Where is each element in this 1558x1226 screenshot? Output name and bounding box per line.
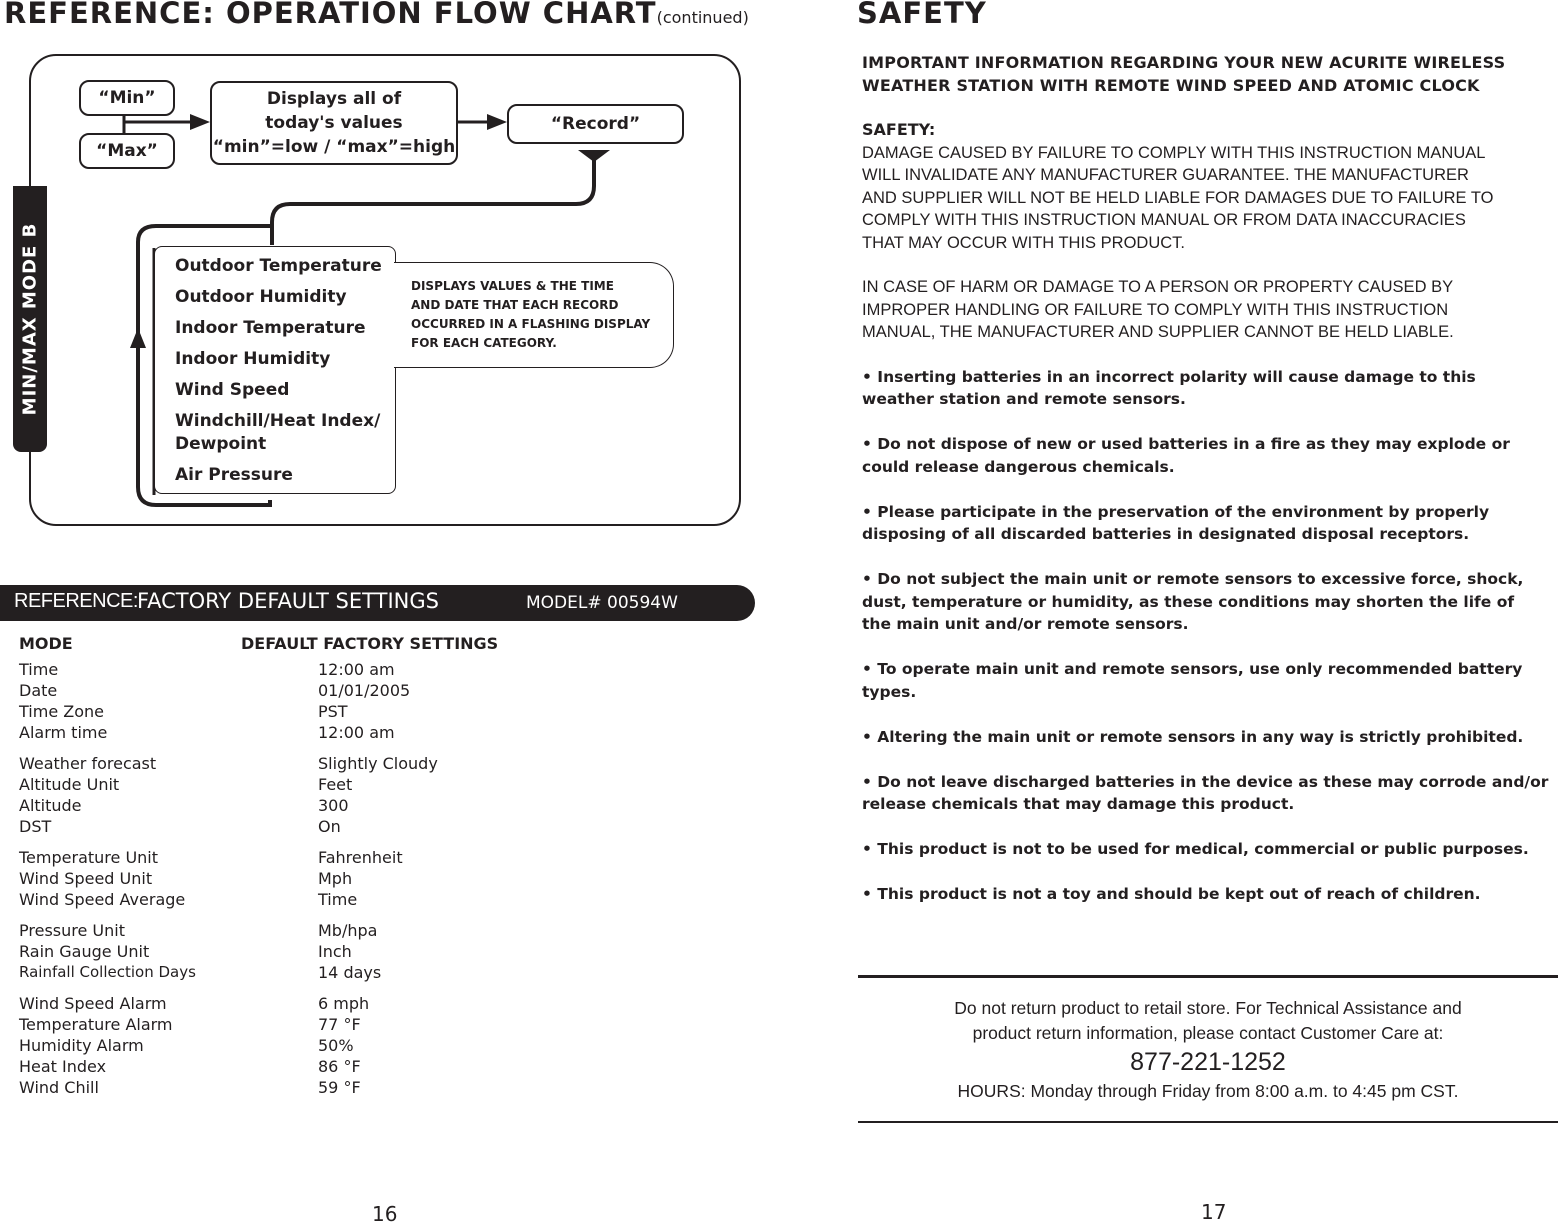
footer-line-1: Do not return product to retail store. For Technical Assistance and	[954, 998, 1462, 1018]
defaults-mode: Wind Speed Average	[19, 890, 186, 909]
defaults-value: 50%	[318, 1036, 354, 1055]
max-box: “Max”	[79, 133, 175, 169]
footer-rule-top	[858, 975, 1558, 978]
para2-line: IN CASE OF HARM OR DAMAGE TO A PERSON OR PROPERTY CAUSED BY	[862, 278, 1454, 296]
page-number-left: 16	[372, 1202, 398, 1226]
defaults-value: 300	[318, 796, 349, 815]
safety-bullet-line: • This product is not a toy and should be kept out of reach of children.	[862, 885, 1481, 903]
safety-bullet	[862, 771, 1552, 816]
safety-bullet	[862, 883, 1552, 906]
displays-line-1: Displays all of	[266, 89, 402, 109]
defaults-value: 12:00 am	[318, 723, 395, 742]
safety-bullet-line: types.	[862, 682, 917, 701]
defaults-mode: Alarm time	[19, 723, 108, 742]
defaults-mode: Altitude Unit	[19, 775, 120, 794]
important-heading	[862, 52, 1552, 97]
category-air-pressure: Air Pressure	[175, 465, 293, 485]
defaults-value: Mb/hpa	[318, 921, 378, 940]
safety-bullet-line: • Altering the main unit or remote sensors in any way is strictly prohibited.	[862, 727, 1524, 746]
defaults-mode: Rainfall Collection Days	[19, 963, 196, 981]
safety-bullet-line: • To operate main unit and remote sensors, use only recommended battery	[862, 660, 1523, 678]
defaults-value: 12:00 am	[318, 660, 395, 679]
safety-bullet-line: weather station and remote sensors.	[862, 390, 1186, 408]
safety-paragraph-2	[862, 276, 1552, 344]
defaults-mode: Weather forecast	[19, 754, 157, 773]
safety-bullet-line: disposing of all discarded batteries in designated disposal receptors.	[862, 525, 1470, 543]
defaults-mode: Pressure Unit	[19, 921, 125, 940]
defaults-mode: Wind Speed Alarm	[19, 994, 167, 1013]
para1-line: AND SUPPLIER WILL NOT BE HELD LIABLE FOR DAMAGES DUE TO FAILURE TO	[862, 188, 1494, 207]
important-line-2: WEATHER STATION WITH REMOTE WIND SPEED AND ATOMIC CLOCK	[862, 75, 1480, 95]
defaults-mode: Humidity Alarm	[19, 1036, 144, 1055]
defaults-value: 14 days	[318, 963, 382, 982]
safety-bullet-line: could release dangerous chemicals.	[862, 457, 1175, 476]
defaults-mode: Date	[19, 681, 58, 700]
customer-care-box	[858, 996, 1558, 1104]
safety-bullet-line: • This product is not to be used for medical, commercial or public purposes.	[862, 840, 1529, 858]
defaults-value: Inch	[318, 942, 352, 961]
record-box: “Record”	[507, 104, 684, 144]
defaults-value: Fahrenheit	[318, 848, 403, 867]
category-windchill: Windchill/Heat Index/	[175, 411, 381, 431]
defaults-mode: Wind Speed Unit	[19, 869, 153, 888]
safety-bullet	[862, 366, 1552, 411]
category-wind-speed: Wind Speed	[175, 380, 290, 400]
defaults-mode: Altitude	[19, 796, 82, 815]
footer-line-2: product return information, please contact Customer Care at:	[972, 1023, 1444, 1043]
arrow-head-to-displays	[190, 114, 210, 130]
safety-bullets	[862, 366, 1552, 906]
para2-line: IMPROPER HANDLING OR FAILURE TO COMPLY WITH THIS INSTRUCTION	[862, 300, 1449, 319]
safety-title: SAFETY	[857, 0, 987, 30]
para1-line: THAT MAY OCCUR WITH THIS PRODUCT.	[862, 233, 1185, 252]
footer-rule-bottom	[858, 1121, 1558, 1123]
note-line: AND DATE THAT EACH RECORD	[411, 298, 619, 312]
defaults-mode: Wind Chill	[19, 1078, 99, 1097]
defaults-value: Mph	[318, 869, 353, 888]
safety-bullet-line: • Do not subject the main unit or remote sensors to excessive force, shock,	[862, 570, 1524, 588]
col-default-header: DEFAULT FACTORY SETTINGS	[241, 634, 499, 653]
safety-paragraph-1	[862, 142, 1552, 255]
safety-bullet-line: • Do not dispose of new or used batteries in a fire as they may explode or	[862, 435, 1510, 453]
para1-line: WILL INVALIDATE ANY MANUFACTURER GUARANTEE. THE MANUFACTURER	[862, 166, 1469, 184]
defaults-value: Feet	[318, 775, 353, 794]
defaults-bar	[0, 585, 755, 621]
defaults-bar-model: MODEL# 00594W	[526, 593, 678, 613]
page-number-right: 17	[1201, 1200, 1227, 1224]
defaults-value: Slightly Cloudy	[318, 754, 438, 773]
important-line-1: IMPORTANT INFORMATION REGARDING YOUR NEW ACURITE WIRELESS	[862, 53, 1506, 72]
defaults-mode: Time	[19, 660, 59, 679]
defaults-mode: DST	[19, 817, 52, 836]
side-tab-label: MIN/MAX MODE B	[19, 222, 41, 416]
safety-bullet	[862, 433, 1552, 478]
safety-bullet-line: dust, temperature or humidity, as these conditions may shorten the life of	[862, 592, 1515, 611]
defaults-value: 6 mph	[318, 994, 370, 1013]
safety-bullet-line: release chemicals that may damage this product.	[862, 795, 1295, 813]
displays-line-2: today's values	[265, 113, 403, 133]
note-box	[394, 262, 674, 368]
arrow-head-up	[130, 328, 146, 348]
safety-label: SAFETY:	[862, 120, 936, 139]
safety-bullet	[862, 726, 1552, 749]
flowchart-title-suffix: (continued)	[656, 8, 749, 27]
displays-line-3: “min”=low / “max”=high	[212, 137, 456, 157]
displays-box	[210, 81, 458, 165]
safety-bullet-line: • Inserting batteries in an incorrect polarity will cause damage to this	[862, 367, 1476, 386]
categories-box	[154, 246, 396, 494]
defaults-value: 01/01/2005	[318, 681, 411, 700]
safety-content	[862, 52, 1552, 928]
col-mode-header: MODE	[19, 634, 73, 653]
category-outdoor-temperature: Outdoor Temperature	[175, 256, 382, 276]
defaults-bar-prefix: REFERENCE:	[14, 590, 138, 612]
loop-line-top	[272, 160, 594, 245]
safety-bullet	[862, 658, 1552, 703]
defaults-mode: Heat Index	[19, 1057, 107, 1076]
customer-care-phone: 877-221-1252	[1130, 1048, 1286, 1076]
para1-line: DAMAGE CAUSED BY FAILURE TO COMPLY WITH THIS INSTRUCTION MANUAL	[862, 143, 1486, 162]
note-text	[411, 277, 650, 353]
para2-line: MANUAL, THE MANUFACTURER AND SUPPLIER CANNOT BE HELD LIABLE.	[862, 323, 1454, 341]
defaults-bar-title: FACTORY DEFAULT SETTINGS	[137, 589, 439, 613]
defaults-mode: Temperature Alarm	[19, 1015, 173, 1034]
defaults-value: 77 °F	[318, 1015, 361, 1034]
defaults-mode: Rain Gauge Unit	[19, 942, 150, 961]
category-indoor-humidity: Indoor Humidity	[175, 349, 331, 369]
arrow-head-to-record	[487, 114, 507, 130]
defaults-value: Time	[318, 890, 358, 909]
safety-bullet-line: the main unit and/or remote sensors.	[862, 615, 1189, 633]
note-line: DISPLAYS VALUES & THE TIME	[411, 279, 614, 293]
safety-bullet	[862, 568, 1552, 636]
defaults-mode: Time Zone	[19, 702, 104, 721]
category-dewpoint: Dewpoint	[175, 434, 267, 454]
safety-bullet-line: • Please participate in the preservation of the environment by properly	[862, 502, 1490, 521]
side-tab	[13, 186, 47, 452]
note-line: FOR EACH CATEGORY.	[411, 336, 557, 350]
defaults-value: 86 °F	[318, 1057, 361, 1076]
min-box: “Min”	[79, 80, 175, 116]
safety-bullet-line: • Do not leave discharged batteries in the device as these may corrode and/or	[862, 772, 1549, 791]
defaults-mode: Temperature Unit	[19, 848, 159, 867]
para1-line: COMPLY WITH THIS INSTRUCTION MANUAL OR FROM DATA INACCURACIES	[862, 211, 1466, 229]
note-line: OCCURRED IN A FLASHING DISPLAY	[411, 317, 651, 331]
safety-bullet	[862, 501, 1552, 546]
category-outdoor-humidity: Outdoor Humidity	[175, 287, 347, 307]
defaults-value: PST	[318, 702, 348, 721]
safety-bullet	[862, 838, 1552, 861]
customer-care-hours: HOURS: Monday through Friday from 8:00 a.m. to 4:45 pm CST.	[957, 1081, 1459, 1101]
defaults-value: On	[318, 817, 341, 836]
flowchart-title-text: REFERENCE: OPERATION FLOW CHART	[4, 0, 657, 30]
category-indoor-temperature: Indoor Temperature	[175, 318, 366, 338]
defaults-value: 59 °F	[318, 1078, 361, 1097]
